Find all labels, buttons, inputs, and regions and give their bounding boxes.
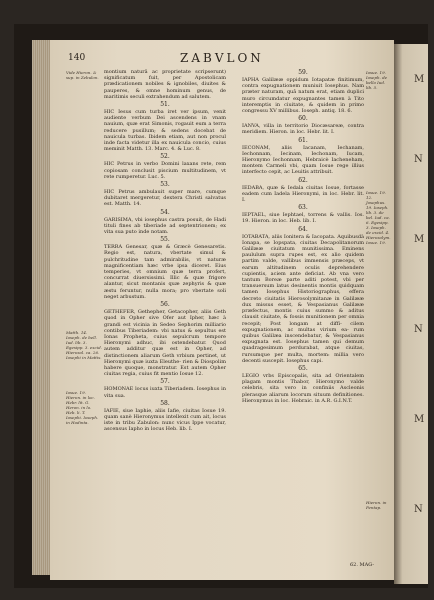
entry [104, 400, 226, 433]
entry-number: 63. [298, 204, 308, 212]
entry-number: 62. [298, 176, 308, 184]
margin-note: Hieron. in Pentap. [366, 500, 387, 510]
margin-note: Iosue. 19. 12. Josephus. 19. Ioseph. lib. 3. de bel. Iud. ca. 6. Egesipp. 3. Ioseph. de excid. 4. Hierosolym. Iosue. 19. [366, 190, 391, 245]
facing-page-edge [394, 44, 428, 584]
entry-number: 56. [160, 301, 170, 309]
entry [104, 378, 226, 398]
entry [242, 69, 364, 114]
right-column [242, 69, 364, 405]
entry-number: 59. [298, 69, 308, 76]
entry-text: montium naturâ ac proprietate scripserunt) significatum fuit, per Apostolicam prædicationem nobiles & ignobiles, diuites & pauperes, & omne hominum genus, de maritimis seculi extrahendum ad salutem. [104, 69, 226, 100]
entry [104, 301, 226, 377]
entry-text: IOTABATA, aliis Ionitera & Iacopata. Aquibusdà Ionapa, se Iopspata, ciuitas Decapolitanorum Galilææ ciuitatum munitissima. Eminens paululum supra rupes est, ex alio quidem partim valde, vallibus immensis præceps, vt earum altitudinem oculis deprehendere cupientis, aciem ante deficiat. Ab vna vero tantum Boreæ parte aditi potest, vbi per transuersum latus desinentis montis quidquam tamen Iosephus Historiographus, effera decreto ciuitatis Hierosolymitanæ in Galilææ dux missus esset, & Vespasianus Galilææ præfectus, montis cuius summo & aditus clausit ciuitate, & fossis munitionem per omnia recepit; Post longam at diffi- cilem expugnationem, ac multas virium ea- rum quibus Galilæa inscendebatur, & Vespasianus expugnata est. Iosephus tamen qui demum quadragesimum perdurabat, atque ciuitas, rursumque per multa, mortem: millia vero decenti suscepit. Iosephus capi. [242, 233, 364, 364]
entry [242, 365, 364, 404]
margin-note: Matth. 14. Ioseph. de bell. Iud. lib. 3. Egesipp. 3. excid. Hierosol. ca. 26. Iosephi in Mattis. [66, 330, 102, 360]
entry-text: HIC Petrus in verbo Domini laxans rete, rem copiosam conclusit piscium multitudinem, vt rete rumperetur. Luc. 5. [104, 161, 226, 180]
entry-text: TERRA Genesar, quæ & Græcè Genesaretis. Regio est, natura, vbertate simul & pulchritudine tam admirabilis, vt naturæ magnificentiam hæc vrbe ipsa diceret. Eius temperies, vt omnium quæ terra profert, concurrat diuersissimi. Illic & quæ frigore alantur, sicut montanis quæ zephyris & quæ æstu feruntur, nulla mora; pro vbertate soli neget arbustum. [104, 244, 226, 300]
entry-number: 57. [160, 378, 170, 386]
facing-page-letter: N [414, 324, 423, 335]
entry-text: LEGIO vrbs Episcopalis, sita ad Orientalem plagam montis Thabor, Hieronymo valde celebris, sita vero in confiniis Ascleonis plerasque aliarum locorum situum definitiones. Hieronymus in loc. Hebraic. in A.R. G.I.N.T. [242, 372, 364, 404]
left-column [104, 69, 226, 434]
facing-page-letter: N [414, 154, 423, 165]
entry-number: 53. [160, 181, 170, 189]
book-page [50, 40, 394, 580]
entry-number: 61. [298, 136, 308, 144]
running-head [68, 53, 384, 67]
facing-page-letter: M [414, 234, 425, 245]
entry [242, 204, 364, 224]
margin-note: Iosue. 19. Ioseph. de bello Iud. lib. 5. [366, 70, 388, 90]
entry [104, 101, 226, 152]
entry-text: GARISIMA, vbi iosephus castra posuit, de Hadi tituli fines ab tiberiade ad septentrionem; ex vita sua puto inde notam. [104, 216, 226, 236]
entry [242, 226, 364, 364]
entry-text: IEPTAEL, siue Iephtael, torrens & vallis. Ios. 19. Hieron. in loc. Heb. lib. I. [242, 212, 364, 225]
entry-text: IAFIE, siue Iaphie, aliis Iafie, ciuitas Iosue 19. quam sanè Hieronymus intellexit cum ait, locus iste in tribu Zabulon: nunc vicus Ippe vocatur, ascensus Iapho in locus Heb. lib. I. [104, 407, 226, 433]
entry-text: GETHEFER, Gethepher, Getacopher, aliis Geth quod in Opher sive Ofer aut Ipher, hæc à grandi est vicinia in Sedeo Sephorim milliario contibus Tiberiadem: vbi natus & sepultus est Ionas Propheta, cuius sepulcrum tempore Hieronymi adhuc, ibi ostendebatur. Quod autem additur quæ est in Opher, ad distinctionem aliarum Geth vrbium pertinet, ut Hieronymi quæ iuxta Eleuthe- rien & Diospolim habere quoque, monstratur. Est autem Opher ciuitas regia, cuius fit mentio Iosue 12. [104, 309, 226, 378]
entry [104, 69, 226, 100]
entry-text: IANVA, villa in territorio Diocæsareæ, contra meridiem. Hieron. in loc. Hebr. lit. I. [242, 123, 364, 136]
entry [104, 153, 226, 180]
entry-text: IAPHA Galilææ oppidum Iotapatæ finitimum, contra expugnationem muniuit Iosephus. Nam præter naturam, quâ natum erat, etiam duplici muro circumdatur expugnantes tamen à Tito interemptis in ciuitate, & quidem in primo congressu XV millibus. Ioseph. antiq. 18. 6. [242, 77, 364, 115]
entry [104, 181, 226, 208]
entry [104, 209, 226, 236]
facing-page-letter: M [414, 74, 425, 85]
entry-number: 55. [160, 236, 170, 244]
entry-text: HOMONAE locus iuxta Tiberiadem. Iosephus in vita sua. [104, 386, 226, 399]
entry-number: 65. [298, 364, 308, 372]
margin-note: Iosue. 19. Hieron. in loc. Hebr. lit. G. Heron. in lo. Heb. li. T. Iosephi. Ioseph. in Hodinta. [66, 390, 99, 425]
entry-text: HIC Petrus ambulauit super mare, cumque dubitaret mergeretur, dextera Christi salvatus est. Matth. 14. [104, 189, 226, 208]
page-title: ZABVLON [180, 51, 264, 65]
entry [242, 115, 364, 135]
entry-number: 51. [160, 101, 170, 109]
entry-number: 64. [298, 225, 308, 233]
margin-note: Vide Hieron. & sup. in Zebulon. [66, 70, 99, 80]
entry-text: IEDABA, quæ & Iedala ciuitas Iosue, fortasse eadem cum Iadela Hieronymi, in loc. Hebr. lit. I. [242, 184, 364, 204]
facing-page-letter: M [414, 414, 425, 425]
entry-number: 52. [160, 153, 170, 161]
entry-text: HIC Iesus cum turba iret ver ipsum, venit audiente verbum Dei ascendens in vnam nauium, quæ erat Simonis, rogauit eum a terra reducere pusillum; & sedens docebat de nauicula turbas. Ibidem etiam, aut non procul inde facta videtur illa ex nauicula concio, cuius meminit Matth. 13. Marc. 4. & Luc. 8. [104, 109, 226, 153]
entry [104, 236, 226, 300]
entry-text: IECONAM, aliis Iacanam, Iechanam, Iechonnam, Iecinam, Iechonam, Iucam, Hieronymo Iechonnam, Hebraicè Iacheneham, montem Carmeli vbi, quam Iosue rege illius interfecto cepit, ac Leuitis attribuit. [242, 144, 364, 176]
entry-number: 54. [160, 208, 170, 216]
entry [242, 177, 364, 204]
page-number: 140 [68, 53, 86, 63]
page-edges [32, 40, 50, 575]
catchword: 62. MAG- [350, 562, 375, 568]
entry-number: 60. [298, 115, 308, 123]
facing-page-letter: N [414, 504, 423, 515]
entry-number: 58. [160, 399, 170, 407]
entry [242, 137, 364, 176]
